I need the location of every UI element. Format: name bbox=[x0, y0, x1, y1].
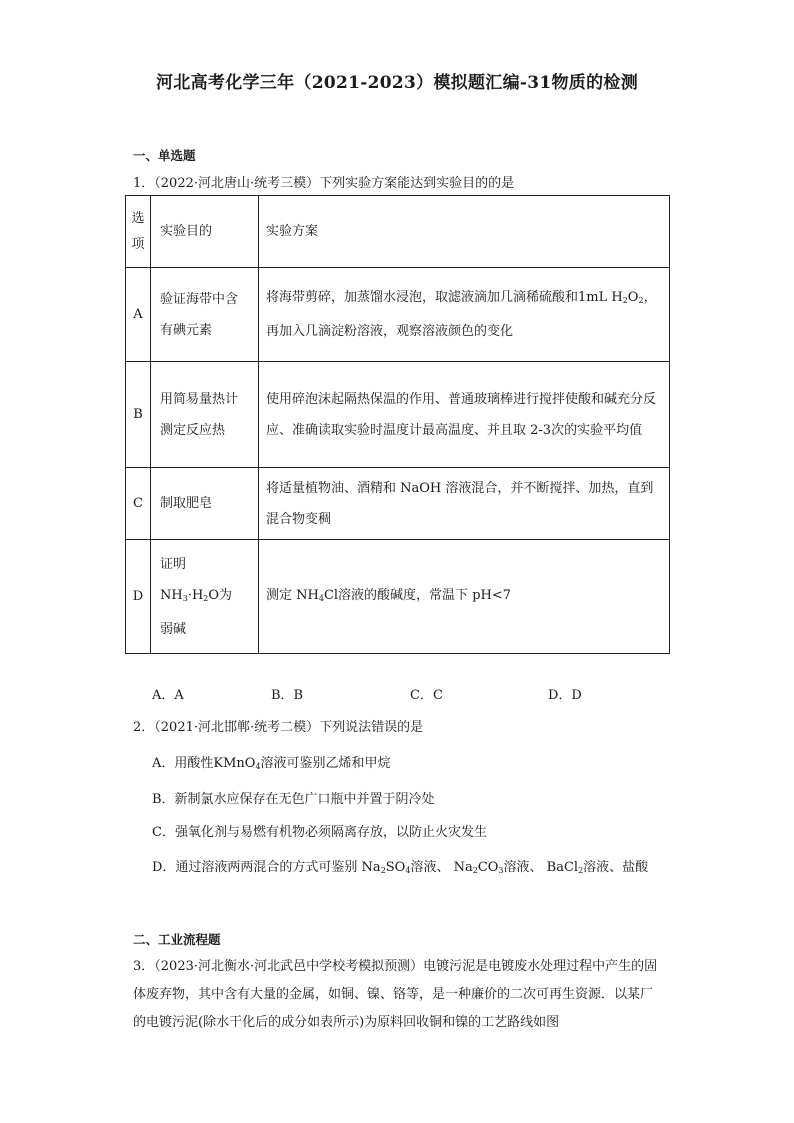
table-row bbox=[126, 468, 670, 540]
q2-option-a: A．用酸性KMnO$_4$溶液可鉴别乙烯和甲烷 bbox=[152, 756, 391, 771]
row-plan: 使用碎泡沫起隔热保温的作用、普通玻璃棒进行搅拌使酸和碱充分反应、准确读取实验时温度计最高温度、并且取 2-3次的实验平均值 bbox=[259, 362, 670, 468]
row-option: C bbox=[126, 468, 151, 540]
row-purpose: 用简易量热计测定反应热 bbox=[151, 362, 259, 468]
row-purpose: 证明 $NH_3\cdot H_2O$为 弱碱 bbox=[151, 540, 259, 654]
q1-option-b: B．B bbox=[271, 688, 304, 703]
question-2-stem: 2．（2021·河北邯郸·统考二模）下列说法错误的是 bbox=[133, 720, 424, 735]
table-header-row bbox=[126, 196, 670, 268]
q2-option-d: D．通过溶液两两混合的方式可鉴别 $Na_2SO_4$溶液、 $Na_2CO_3$溶液、 BaCl$_2$溶液、盐酸 bbox=[152, 860, 649, 875]
row-option: D bbox=[126, 540, 151, 654]
q1-option-c: C．C bbox=[410, 688, 443, 703]
row-plan: 测定 $NH_4Cl$溶液的酸碱度，常温下 pH<7 bbox=[259, 540, 670, 654]
header-plan: 实验方案 bbox=[259, 196, 670, 268]
row-plan: 将海带剪碎，加蒸馏水浸泡，取滤液滴加几滴稀硫酸和1mL $H_2O_2$， 再加入几滴淀粉溶液，观察溶液颜色的变化 bbox=[259, 268, 670, 362]
q1-option-d: D．D bbox=[548, 688, 582, 703]
table-row bbox=[126, 540, 670, 654]
row-plan: 将适量植物油、酒精和 NaOH 溶液混合，并不断搅拌、加热，直到混合物变稠 bbox=[259, 468, 670, 540]
row-option: A bbox=[126, 268, 151, 362]
section-heading-industrial-process: 二、工业流程题 bbox=[133, 932, 221, 947]
section-heading-single-choice: 一、单选题 bbox=[133, 148, 196, 163]
q2-option-c: C．强氧化剂与易燃有机物必须隔离存放，以防止火灾发生 bbox=[152, 825, 487, 840]
row-purpose: 制取肥皂 bbox=[151, 468, 259, 540]
experiment-table bbox=[125, 195, 670, 654]
header-option: 选项 bbox=[126, 196, 151, 268]
table-row bbox=[126, 362, 670, 468]
q2-option-b: B．新制氯水应保存在无色广口瓶中并置于阴冷处 bbox=[152, 792, 435, 807]
row-option: B bbox=[126, 362, 151, 468]
page-title: 河北高考化学三年（2021-2023）模拟题汇编-31物质的检测 bbox=[156, 73, 638, 93]
q1-option-a: A．A bbox=[152, 688, 184, 703]
header-purpose: 实验目的 bbox=[151, 196, 259, 268]
question-1-stem: 1．（2022·河北唐山·统考三模）下列实验方案能达到实验目的的是 bbox=[133, 176, 515, 191]
row-purpose: 验证海带中含有碘元素 bbox=[151, 268, 259, 362]
table-row bbox=[126, 268, 670, 362]
question-3-text: 3．（2023·河北衡水·河北武邑中学校考模拟预测）电镀污泥是电镀废水处理过程中产生的固体废弃物，其中含有大量的金属，如铜、镍、铬等，是一种廉价的二次可再生资源．以某厂的电镀污泥(除水干化后的成分如表所示)为原料回收铜和镍的工艺路线如图 bbox=[133, 959, 658, 1030]
